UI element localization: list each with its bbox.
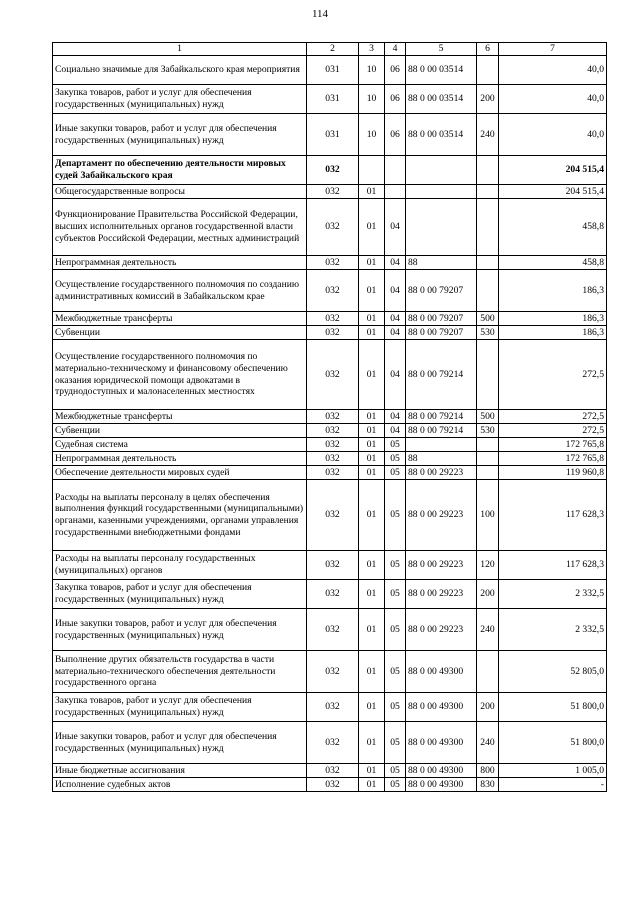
cell-admin-code: 032 [307,185,359,199]
table-row [53,156,607,185]
cell-section: 01 [359,651,385,693]
header-col-2: 2 [307,43,359,56]
cell-name: Иные закупки товаров, работ и услуг для обеспечения государственных (муниципальных) нужд [53,114,307,156]
cell-section: 01 [359,722,385,764]
cell-name: Расходы на выплаты персоналу в целях обеспечения выполнения функций государственными (муниципальными) органами, казенными учреждениями, органами управления государственными внебюджетными фондами [53,480,307,551]
table-row [53,778,607,792]
cell-section: 01 [359,764,385,778]
cell-amount: 272,5 [499,424,607,438]
cell-name: Субвенции [53,424,307,438]
cell-expense-type [477,56,499,85]
cell-admin-code: 032 [307,764,359,778]
cell-expense-type: 200 [477,85,499,114]
table-row [53,185,607,199]
cell-admin-code: 032 [307,438,359,452]
cell-expense-type [477,185,499,199]
cell-expense-type [477,466,499,480]
cell-section [359,156,385,185]
cell-target-article: 88 0 00 29223 [406,609,477,651]
cell-name: Социально значимые для Забайкальского края мероприятия [53,56,307,85]
cell-amount: 172 765,8 [499,438,607,452]
cell-section: 01 [359,326,385,340]
cell-admin-code: 032 [307,156,359,185]
cell-amount: - [499,778,607,792]
page-number: 114 [311,8,329,20]
header-col-4: 4 [385,43,406,56]
cell-expense-type: 200 [477,580,499,609]
cell-target-article: 88 0 00 79207 [406,270,477,312]
cell-name: Иные закупки товаров, работ и услуг для обеспечения государственных (муниципальных) нужд [53,609,307,651]
cell-subsection: 05 [385,693,406,722]
cell-expense-type: 200 [477,693,499,722]
cell-expense-type [477,270,499,312]
cell-name: Обеспечение деятельности мировых судей [53,466,307,480]
table-row [53,114,607,156]
cell-section: 01 [359,693,385,722]
table-row [53,764,607,778]
cell-admin-code: 032 [307,452,359,466]
cell-expense-type: 800 [477,764,499,778]
cell-section: 01 [359,410,385,424]
cell-subsection: 05 [385,609,406,651]
cell-admin-code: 032 [307,551,359,580]
cell-name: Закупка товаров, работ и услуг для обеспечения государственных (муниципальных) нужд [53,580,307,609]
cell-admin-code: 032 [307,424,359,438]
cell-target-article: 88 0 00 49300 [406,778,477,792]
table-row [53,693,607,722]
cell-amount: 2 332,5 [499,580,607,609]
cell-name: Осуществление государственного полномочия по созданию административных комиссий в Забайкальском крае [53,270,307,312]
cell-subsection: 06 [385,85,406,114]
cell-subsection: 05 [385,452,406,466]
cell-expense-type: 830 [477,778,499,792]
cell-name: Непрограммная деятельность [53,256,307,270]
cell-target-article [406,199,477,256]
cell-name: Закупка товаров, работ и услуг для обеспечения государственных (муниципальных) нужд [53,85,307,114]
table-row [53,410,607,424]
cell-expense-type [477,256,499,270]
cell-target-article [406,156,477,185]
cell-amount: 186,3 [499,326,607,340]
table-row [53,85,607,114]
cell-section: 01 [359,199,385,256]
cell-section: 10 [359,56,385,85]
cell-target-article: 88 0 00 29223 [406,480,477,551]
cell-amount: 117 628,3 [499,480,607,551]
cell-target-article: 88 0 00 79207 [406,312,477,326]
cell-target-article: 88 0 00 49300 [406,651,477,693]
table-row [53,270,607,312]
table-row [53,466,607,480]
cell-admin-code: 032 [307,410,359,424]
cell-subsection: 04 [385,326,406,340]
cell-section: 01 [359,580,385,609]
cell-amount: 458,8 [499,199,607,256]
cell-target-article: 88 0 00 79207 [406,326,477,340]
table-row [53,256,607,270]
cell-target-article: 88 0 00 29223 [406,580,477,609]
cell-name: Судебная система [53,438,307,452]
cell-subsection: 05 [385,764,406,778]
table-row [53,438,607,452]
cell-name: Иные бюджетные ассигнования [53,764,307,778]
cell-name: Субвенции [53,326,307,340]
cell-section: 01 [359,480,385,551]
cell-admin-code: 032 [307,270,359,312]
cell-expense-type: 530 [477,424,499,438]
cell-section: 01 [359,312,385,326]
cell-target-article: 88 0 00 03514 [406,114,477,156]
cell-subsection: 05 [385,580,406,609]
cell-amount: 186,3 [499,312,607,326]
header-row [53,43,607,56]
cell-subsection: 04 [385,410,406,424]
cell-admin-code: 032 [307,326,359,340]
cell-admin-code: 032 [307,480,359,551]
cell-amount: 40,0 [499,56,607,85]
cell-section: 01 [359,185,385,199]
cell-target-article: 88 0 00 29223 [406,466,477,480]
table-body [53,56,607,792]
cell-admin-code: 032 [307,199,359,256]
cell-amount: 119 960,8 [499,466,607,480]
cell-expense-type [477,651,499,693]
header-col-7: 7 [499,43,607,56]
cell-subsection [385,156,406,185]
cell-admin-code: 031 [307,56,359,85]
cell-target-article [406,438,477,452]
cell-amount: 40,0 [499,114,607,156]
cell-subsection: 05 [385,651,406,693]
cell-subsection: 05 [385,466,406,480]
cell-section: 01 [359,778,385,792]
cell-expense-type [477,156,499,185]
cell-target-article: 88 0 00 03514 [406,56,477,85]
budget-table [52,42,607,792]
cell-admin-code: 031 [307,114,359,156]
cell-expense-type: 120 [477,551,499,580]
cell-subsection: 05 [385,778,406,792]
cell-section: 01 [359,424,385,438]
cell-amount: 52 805,0 [499,651,607,693]
table-row [53,312,607,326]
cell-target-article: 88 0 00 29223 [406,551,477,580]
header-col-1: 1 [53,43,307,56]
cell-expense-type: 500 [477,410,499,424]
cell-amount: 2 332,5 [499,609,607,651]
cell-amount: 51 800,0 [499,693,607,722]
cell-section: 01 [359,466,385,480]
cell-subsection: 04 [385,424,406,438]
table-row [53,551,607,580]
cell-admin-code: 032 [307,722,359,764]
table-row [53,424,607,438]
table-row [53,609,607,651]
cell-admin-code: 032 [307,340,359,410]
cell-target-article: 88 0 00 79214 [406,410,477,424]
cell-target-article: 88 [406,256,477,270]
cell-name: Общегосударственные вопросы [53,185,307,199]
cell-target-article: 88 0 00 49300 [406,764,477,778]
cell-section: 01 [359,609,385,651]
cell-section: 01 [359,438,385,452]
cell-admin-code: 032 [307,651,359,693]
cell-expense-type [477,452,499,466]
cell-subsection: 05 [385,551,406,580]
cell-amount: 204 515,4 [499,156,607,185]
cell-subsection: 04 [385,312,406,326]
cell-subsection: 05 [385,438,406,452]
cell-name: Функционирование Правительства Российской Федерации, высших исполнительных органов государственной власти субъектов Российской Федерации, местных администраций [53,199,307,256]
cell-subsection: 04 [385,256,406,270]
cell-expense-type: 240 [477,722,499,764]
cell-amount: 1 005,0 [499,764,607,778]
cell-name: Исполнение судебных актов [53,778,307,792]
cell-admin-code: 032 [307,580,359,609]
cell-expense-type: 240 [477,114,499,156]
cell-expense-type [477,438,499,452]
cell-expense-type: 500 [477,312,499,326]
cell-section: 01 [359,340,385,410]
cell-admin-code: 032 [307,693,359,722]
cell-amount: 458,8 [499,256,607,270]
cell-admin-code: 032 [307,466,359,480]
cell-subsection: 04 [385,199,406,256]
cell-expense-type [477,199,499,256]
cell-name: Иные закупки товаров, работ и услуг для обеспечения государственных (муниципальных) нужд [53,722,307,764]
table-row [53,340,607,410]
cell-expense-type: 100 [477,480,499,551]
cell-target-article: 88 0 00 03514 [406,85,477,114]
cell-amount: 172 765,8 [499,452,607,466]
cell-target-article [406,185,477,199]
cell-target-article: 88 0 00 49300 [406,722,477,764]
cell-amount: 272,5 [499,340,607,410]
table-row [53,326,607,340]
table-row [53,452,607,466]
cell-subsection: 06 [385,114,406,156]
cell-name: Осуществление государственного полномочия по материально-техническому и финансовому обеспечению оказания юридической помощи адвокатами в труднодоступных и малонаселенных местностях [53,340,307,410]
header-col-3: 3 [359,43,385,56]
cell-subsection: 04 [385,340,406,410]
cell-expense-type: 240 [477,609,499,651]
cell-name: Выполнение других обязательств государства в части материально-технического обеспечения деятельности государственного органа [53,651,307,693]
header-col-5: 5 [406,43,477,56]
table-row [53,199,607,256]
cell-amount: 51 800,0 [499,722,607,764]
cell-amount: 117 628,3 [499,551,607,580]
cell-amount: 40,0 [499,85,607,114]
cell-section: 10 [359,85,385,114]
cell-subsection: 04 [385,270,406,312]
table-row [53,580,607,609]
header-col-6: 6 [477,43,499,56]
cell-admin-code: 032 [307,312,359,326]
cell-section: 01 [359,452,385,466]
cell-name: Межбюджетные трансферты [53,312,307,326]
cell-name: Межбюджетные трансферты [53,410,307,424]
table-row [53,56,607,85]
cell-target-article: 88 0 00 79214 [406,340,477,410]
cell-expense-type [477,340,499,410]
cell-section: 01 [359,551,385,580]
cell-subsection: 05 [385,480,406,551]
cell-amount: 272,5 [499,410,607,424]
cell-amount: 204 515,4 [499,185,607,199]
cell-section: 10 [359,114,385,156]
table-row [53,651,607,693]
cell-name: Закупка товаров, работ и услуг для обеспечения государственных (муниципальных) нужд [53,693,307,722]
cell-subsection: 06 [385,56,406,85]
table-row [53,722,607,764]
cell-name: Департамент по обеспечению деятельности мировых судей Забайкальского края [53,156,307,185]
cell-admin-code: 032 [307,609,359,651]
cell-subsection: 05 [385,722,406,764]
cell-name: Непрограммная деятельность [53,452,307,466]
cell-admin-code: 031 [307,85,359,114]
cell-target-article: 88 0 00 79214 [406,424,477,438]
cell-amount: 186,3 [499,270,607,312]
cell-target-article: 88 [406,452,477,466]
table-row [53,480,607,551]
cell-admin-code: 032 [307,256,359,270]
cell-expense-type: 530 [477,326,499,340]
cell-name: Расходы на выплаты персоналу государственных (муниципальных) органов [53,551,307,580]
cell-subsection [385,185,406,199]
cell-section: 01 [359,256,385,270]
cell-admin-code: 032 [307,778,359,792]
cell-target-article: 88 0 00 49300 [406,693,477,722]
cell-section: 01 [359,270,385,312]
